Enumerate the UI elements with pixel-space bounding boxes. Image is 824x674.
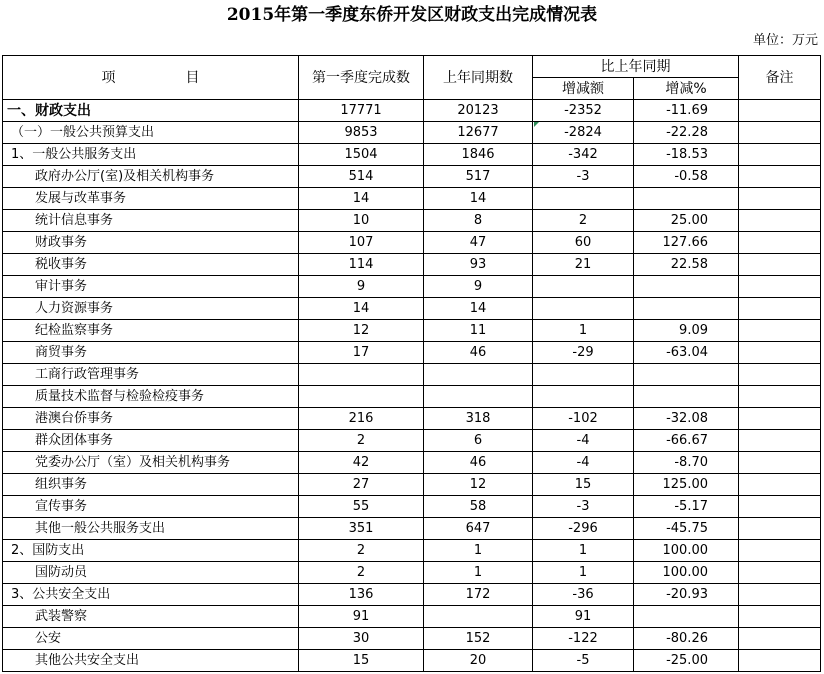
table-row <box>3 540 821 562</box>
cell-remark <box>739 518 821 540</box>
cell-change-pct <box>634 298 739 320</box>
cell-change-amount <box>533 386 634 408</box>
cell-change-amount: 60 <box>533 232 634 254</box>
cell-remark <box>739 628 821 650</box>
expenditure-table <box>2 55 821 672</box>
cell-change-pct: -22.28 <box>634 122 739 144</box>
cell-change-pct: 100.00 <box>634 540 739 562</box>
cell-last-year: 318 <box>424 408 533 430</box>
cell-current: 17771 <box>299 100 424 122</box>
cell-remark <box>739 342 821 364</box>
cell-change-pct: 9.09 <box>634 320 739 342</box>
cell-item: 公安 <box>3 628 299 650</box>
cell-change-pct: 22.58 <box>634 254 739 276</box>
cell-current: 14 <box>299 188 424 210</box>
cell-item: 质量技术监督与检验检疫事务 <box>3 386 299 408</box>
header-change-pct: 增减% <box>634 78 739 100</box>
cell-change-pct: -18.53 <box>634 144 739 166</box>
table-row <box>3 364 821 386</box>
cell-change-amount: 1 <box>533 562 634 584</box>
cell-change-amount <box>533 364 634 386</box>
cell-item: 宣传事务 <box>3 496 299 518</box>
cell-last-year: 14 <box>424 188 533 210</box>
cell-remark <box>739 408 821 430</box>
table-row <box>3 166 821 188</box>
cell-change-amount: -122 <box>533 628 634 650</box>
cell-remark <box>739 452 821 474</box>
cell-last-year: 1846 <box>424 144 533 166</box>
cell-change-pct: -25.00 <box>634 650 739 672</box>
table-row <box>3 254 821 276</box>
cell-item: 组织事务 <box>3 474 299 496</box>
cell-change-amount: 2 <box>533 210 634 232</box>
cell-item: 财政事务 <box>3 232 299 254</box>
cell-last-year: 12677 <box>424 122 533 144</box>
cell-remark <box>739 606 821 628</box>
cell-change-pct: -20.93 <box>634 584 739 606</box>
table-row <box>3 276 821 298</box>
cell-last-year: 172 <box>424 584 533 606</box>
cell-item: 工商行政管理事务 <box>3 364 299 386</box>
table-row <box>3 188 821 210</box>
cell-remark <box>739 320 821 342</box>
cell-change-amount: 1 <box>533 320 634 342</box>
cell-remark <box>739 276 821 298</box>
cell-remark <box>739 474 821 496</box>
cell-current: 2 <box>299 562 424 584</box>
cell-last-year: 46 <box>424 342 533 364</box>
header-current: 第一季度完成数 <box>299 56 424 100</box>
table-row <box>3 232 821 254</box>
cell-current: 10 <box>299 210 424 232</box>
cell-last-year: 1 <box>424 562 533 584</box>
cell-change-pct: 100.00 <box>634 562 739 584</box>
header-item: 项 目 <box>3 56 299 100</box>
header-change-amount: 增减额 <box>533 78 634 100</box>
cell-current <box>299 386 424 408</box>
cell-item: 港澳台侨事务 <box>3 408 299 430</box>
cell-item: 审计事务 <box>3 276 299 298</box>
cell-last-year: 20 <box>424 650 533 672</box>
cell-last-year: 14 <box>424 298 533 320</box>
table-row <box>3 452 821 474</box>
cell-change-amount: -102 <box>533 408 634 430</box>
table-row <box>3 518 821 540</box>
cell-current: 14 <box>299 298 424 320</box>
table-row <box>3 650 821 672</box>
cell-current: 514 <box>299 166 424 188</box>
table-row <box>3 122 821 144</box>
cell-current: 30 <box>299 628 424 650</box>
cell-last-year: 6 <box>424 430 533 452</box>
table-row <box>3 408 821 430</box>
cell-current: 114 <box>299 254 424 276</box>
cell-last-year: 58 <box>424 496 533 518</box>
cell-item: 其他公共安全支出 <box>3 650 299 672</box>
cell-change-amount <box>533 188 634 210</box>
cell-remark <box>739 100 821 122</box>
cell-change-pct: -11.69 <box>634 100 739 122</box>
table-row <box>3 342 821 364</box>
cell-current: 2 <box>299 430 424 452</box>
cell-change-amount: -4 <box>533 430 634 452</box>
cell-change-pct: -80.26 <box>634 628 739 650</box>
cell-remark <box>739 430 821 452</box>
cell-last-year: 46 <box>424 452 533 474</box>
cell-current: 216 <box>299 408 424 430</box>
cell-item: 3、公共安全支出 <box>3 584 299 606</box>
cell-current: 9853 <box>299 122 424 144</box>
cell-item: 人力资源事务 <box>3 298 299 320</box>
header-remark: 备注 <box>739 56 821 100</box>
cell-remark <box>739 254 821 276</box>
cell-remark <box>739 232 821 254</box>
cell-current: 9 <box>299 276 424 298</box>
cell-current: 1504 <box>299 144 424 166</box>
cell-last-year <box>424 386 533 408</box>
cell-item: （一）一般公共预算支出 <box>3 122 299 144</box>
cell-change-amount: -2352 <box>533 100 634 122</box>
cell-remark <box>739 364 821 386</box>
unit-label: 单位：万元 <box>752 33 818 48</box>
table-row <box>3 386 821 408</box>
cell-item: 2、国防支出 <box>3 540 299 562</box>
cell-current: 12 <box>299 320 424 342</box>
cell-change-pct: -63.04 <box>634 342 739 364</box>
cell-last-year <box>424 364 533 386</box>
cell-last-year: 9 <box>424 276 533 298</box>
cell-change-amount: -36 <box>533 584 634 606</box>
cell-change-amount: -3 <box>533 496 634 518</box>
table-row <box>3 430 821 452</box>
cell-last-year <box>424 606 533 628</box>
cell-change-amount: -5 <box>533 650 634 672</box>
cell-last-year: 152 <box>424 628 533 650</box>
table-row <box>3 210 821 232</box>
cell-last-year: 20123 <box>424 100 533 122</box>
cell-last-year: 12 <box>424 474 533 496</box>
cell-change-amount: -3 <box>533 166 634 188</box>
cell-change-amount: -342 <box>533 144 634 166</box>
cell-change-amount: -296 <box>533 518 634 540</box>
cell-change-amount: -2824 <box>533 122 634 144</box>
cell-current: 27 <box>299 474 424 496</box>
cell-remark <box>739 540 821 562</box>
cell-change-amount: 91 <box>533 606 634 628</box>
cell-item: 税收事务 <box>3 254 299 276</box>
cell-change-pct: 127.66 <box>634 232 739 254</box>
cell-current: 17 <box>299 342 424 364</box>
cell-change-pct: -0.58 <box>634 166 739 188</box>
cell-change-amount: 21 <box>533 254 634 276</box>
cell-remark <box>739 386 821 408</box>
cell-change-amount: -4 <box>533 452 634 474</box>
cell-current: 351 <box>299 518 424 540</box>
cell-item: 商贸事务 <box>3 342 299 364</box>
cell-remark <box>739 298 821 320</box>
cell-last-year: 8 <box>424 210 533 232</box>
cell-current: 91 <box>299 606 424 628</box>
cell-last-year: 517 <box>424 166 533 188</box>
cell-last-year: 11 <box>424 320 533 342</box>
cell-change-pct <box>634 364 739 386</box>
cell-item: 纪检监察事务 <box>3 320 299 342</box>
cell-change-amount: -29 <box>533 342 634 364</box>
header-row-1 <box>3 56 821 78</box>
cell-change-amount: 1 <box>533 540 634 562</box>
table-row <box>3 584 821 606</box>
cell-item: 发展与改革事务 <box>3 188 299 210</box>
cell-change-pct: -66.67 <box>634 430 739 452</box>
cell-change-pct: -32.08 <box>634 408 739 430</box>
table-row <box>3 562 821 584</box>
cell-current: 55 <box>299 496 424 518</box>
table-row <box>3 474 821 496</box>
cell-item: 一、财政支出 <box>3 100 299 122</box>
cell-change-pct <box>634 188 739 210</box>
table-row <box>3 496 821 518</box>
cell-comment-marker <box>534 122 539 127</box>
cell-current: 42 <box>299 452 424 474</box>
cell-current <box>299 364 424 386</box>
cell-item: 党委办公厅（室）及相关机构事务 <box>3 452 299 474</box>
cell-remark <box>739 562 821 584</box>
header-last-year: 上年同期数 <box>424 56 533 100</box>
cell-change-amount: 15 <box>533 474 634 496</box>
table-row <box>3 628 821 650</box>
cell-change-pct: 125.00 <box>634 474 739 496</box>
cell-current: 2 <box>299 540 424 562</box>
cell-last-year: 1 <box>424 540 533 562</box>
cell-item: 群众团体事务 <box>3 430 299 452</box>
table-row <box>3 606 821 628</box>
cell-current: 136 <box>299 584 424 606</box>
cell-item: 1、一般公共服务支出 <box>3 144 299 166</box>
cell-change-pct: -8.70 <box>634 452 739 474</box>
cell-change-pct: -5.17 <box>634 496 739 518</box>
cell-item: 政府办公厅(室)及相关机构事务 <box>3 166 299 188</box>
cell-current: 15 <box>299 650 424 672</box>
header-compare: 比上年同期 <box>533 56 739 78</box>
cell-remark <box>739 166 821 188</box>
cell-item: 统计信息事务 <box>3 210 299 232</box>
cell-remark <box>739 122 821 144</box>
cell-remark <box>739 210 821 232</box>
cell-change-pct: -45.75 <box>634 518 739 540</box>
cell-remark <box>739 584 821 606</box>
cell-remark <box>739 496 821 518</box>
cell-remark <box>739 144 821 166</box>
table-row <box>3 298 821 320</box>
cell-change-pct <box>634 606 739 628</box>
table-row <box>3 100 821 122</box>
cell-item: 国防动员 <box>3 562 299 584</box>
table-row <box>3 144 821 166</box>
cell-last-year: 647 <box>424 518 533 540</box>
cell-item: 武装警察 <box>3 606 299 628</box>
cell-last-year: 93 <box>424 254 533 276</box>
cell-current: 107 <box>299 232 424 254</box>
cell-change-amount <box>533 276 634 298</box>
cell-change-amount <box>533 298 634 320</box>
cell-remark <box>739 650 821 672</box>
cell-item: 其他一般公共服务支出 <box>3 518 299 540</box>
table-row <box>3 320 821 342</box>
cell-last-year: 47 <box>424 232 533 254</box>
cell-change-pct <box>634 386 739 408</box>
cell-remark <box>739 188 821 210</box>
cell-change-pct <box>634 276 739 298</box>
cell-change-pct: 25.00 <box>634 210 739 232</box>
page-title: 2015年第一季度东侨开发区财政支出完成情况表 <box>226 5 598 25</box>
